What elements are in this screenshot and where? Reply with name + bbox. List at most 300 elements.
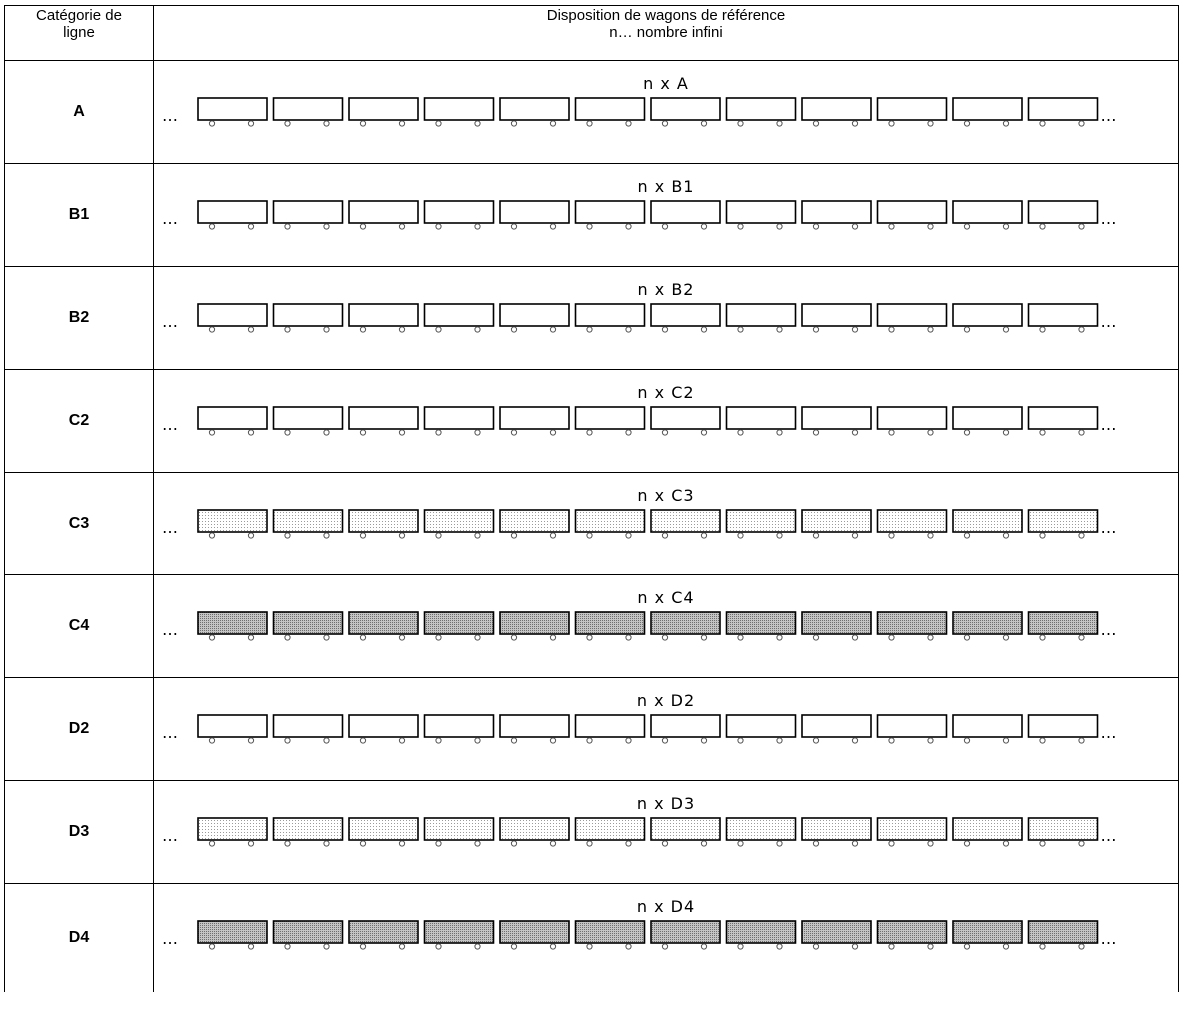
wagon — [878, 407, 947, 435]
wheel — [399, 635, 404, 640]
wheel — [209, 841, 214, 846]
table-row — [5, 678, 1179, 781]
wheel — [1079, 635, 1084, 640]
wheel — [511, 738, 516, 743]
wagon — [727, 818, 796, 846]
wheel — [360, 635, 365, 640]
wheel — [662, 430, 667, 435]
line-category-cell: B1 — [5, 164, 154, 267]
header-line-category — [5, 6, 154, 61]
wheel — [285, 635, 290, 640]
wheel — [928, 841, 933, 846]
wheel — [436, 635, 441, 640]
wagon — [727, 612, 796, 640]
wheel — [889, 121, 894, 126]
wheel — [852, 430, 857, 435]
wagon-formula-label: n x B1 — [637, 177, 695, 196]
wheel — [324, 327, 329, 332]
wagon — [727, 201, 796, 229]
wheel — [587, 224, 592, 229]
wheel — [928, 944, 933, 949]
wheel — [852, 533, 857, 538]
wheel — [738, 841, 743, 846]
leading-ellipsis: … — [162, 106, 180, 125]
wheel — [701, 841, 706, 846]
wheel — [928, 327, 933, 332]
wheel — [550, 224, 555, 229]
wheel — [889, 738, 894, 743]
wheel — [587, 738, 592, 743]
wheel — [889, 635, 894, 640]
wheel — [587, 430, 592, 435]
wheel — [1003, 944, 1008, 949]
wagon — [727, 304, 796, 332]
wheel — [511, 944, 516, 949]
leading-ellipsis: … — [162, 620, 180, 639]
wagon-arrangement-cell — [154, 575, 1179, 678]
trailing-ellipsis: … — [1100, 415, 1119, 434]
wheel — [360, 121, 365, 126]
wheel — [777, 635, 782, 640]
wagon-train-diagram — [162, 919, 1167, 955]
wheel — [928, 635, 933, 640]
wheel — [1079, 533, 1084, 538]
wheel — [436, 944, 441, 949]
wheel — [209, 738, 214, 743]
header-line-category-line2: ligne — [63, 24, 95, 41]
wheel — [324, 841, 329, 846]
line-category-cell: D4 — [5, 884, 154, 992]
table-row — [5, 781, 1179, 884]
wheel — [777, 430, 782, 435]
wheel — [889, 841, 894, 846]
wheel — [701, 738, 706, 743]
wheel — [777, 841, 782, 846]
wheel — [324, 121, 329, 126]
wagon — [953, 407, 1022, 435]
wagon — [802, 715, 871, 743]
wheel — [928, 533, 933, 538]
wheel — [813, 738, 818, 743]
wheel — [285, 841, 290, 846]
wagon — [1029, 201, 1098, 229]
leading-ellipsis: … — [162, 518, 180, 537]
wheel — [285, 738, 290, 743]
wheel — [436, 121, 441, 126]
wheel — [738, 327, 743, 332]
wagon — [953, 510, 1022, 538]
wagon — [878, 304, 947, 332]
wagon-train-diagram — [162, 96, 1167, 132]
table-row — [5, 61, 1179, 164]
wheel — [475, 533, 480, 538]
wheel — [964, 224, 969, 229]
wheel — [701, 224, 706, 229]
header-wagon-arrangement-line2: n… nombre infini — [609, 24, 723, 41]
trailing-ellipsis: … — [1100, 620, 1119, 639]
wagon — [425, 201, 494, 229]
trailing-ellipsis: … — [1100, 929, 1119, 948]
wheel — [626, 635, 631, 640]
wagon — [274, 921, 343, 949]
wheel — [662, 944, 667, 949]
wagon — [349, 921, 418, 949]
wagon — [349, 304, 418, 332]
wheel — [626, 738, 631, 743]
wheel — [550, 738, 555, 743]
wheel — [399, 738, 404, 743]
wheel — [777, 327, 782, 332]
wheel — [360, 224, 365, 229]
wagon — [425, 510, 494, 538]
wagon — [349, 510, 418, 538]
wagon — [198, 304, 267, 332]
trailing-ellipsis: … — [1100, 518, 1119, 537]
wheel — [511, 121, 516, 126]
wheel — [550, 327, 555, 332]
wheel — [1003, 430, 1008, 435]
wheel — [928, 738, 933, 743]
wheel — [475, 224, 480, 229]
wagon — [727, 407, 796, 435]
wheel — [626, 944, 631, 949]
wheel — [964, 327, 969, 332]
wheel — [1003, 738, 1008, 743]
wagon — [198, 407, 267, 435]
wheel — [209, 327, 214, 332]
line-category-cell: C4 — [5, 575, 154, 678]
wheel — [626, 430, 631, 435]
trailing-ellipsis: … — [1100, 312, 1119, 331]
wheel — [360, 430, 365, 435]
wheel — [889, 944, 894, 949]
wagon — [878, 612, 947, 640]
wheel — [285, 121, 290, 126]
wagon — [1029, 510, 1098, 538]
wheel — [889, 327, 894, 332]
wheel — [550, 841, 555, 846]
wagon — [576, 201, 645, 229]
wheel — [324, 430, 329, 435]
wagon — [802, 304, 871, 332]
wagon — [878, 715, 947, 743]
wheel — [399, 430, 404, 435]
wheel — [813, 841, 818, 846]
wagon-train-diagram — [162, 302, 1167, 338]
wheel — [1003, 121, 1008, 126]
wheel — [587, 533, 592, 538]
wheel — [626, 841, 631, 846]
wheel — [285, 944, 290, 949]
wheel — [777, 738, 782, 743]
wheel — [475, 944, 480, 949]
wheel — [662, 121, 667, 126]
wagon — [1029, 304, 1098, 332]
wheel — [662, 841, 667, 846]
wheel — [587, 841, 592, 846]
wheel — [813, 635, 818, 640]
wheel — [587, 121, 592, 126]
wheel — [209, 121, 214, 126]
wagon — [802, 921, 871, 949]
wheel — [209, 224, 214, 229]
wagon — [953, 201, 1022, 229]
wheel — [587, 327, 592, 332]
wagon — [576, 407, 645, 435]
wheel — [964, 738, 969, 743]
wheel — [813, 327, 818, 332]
wheel — [1003, 327, 1008, 332]
wagon-formula-label: n x D2 — [636, 691, 696, 710]
wheel — [1040, 327, 1045, 332]
wheel — [928, 430, 933, 435]
line-category-cell: D2 — [5, 678, 154, 781]
wheel — [738, 224, 743, 229]
wheel — [626, 327, 631, 332]
wagon — [878, 921, 947, 949]
wagon — [651, 921, 720, 949]
wheel — [813, 121, 818, 126]
wheel — [285, 533, 290, 538]
wheel — [852, 738, 857, 743]
wheel — [399, 224, 404, 229]
wheel — [1040, 944, 1045, 949]
wheel — [928, 224, 933, 229]
wheel — [813, 944, 818, 949]
wheel — [360, 944, 365, 949]
wheel — [852, 944, 857, 949]
wagon — [802, 201, 871, 229]
wagon-formula-label: n x D3 — [636, 794, 696, 813]
wheel — [1040, 224, 1045, 229]
line-category-cell: D3 — [5, 781, 154, 884]
wheel — [626, 533, 631, 538]
wheel — [248, 841, 253, 846]
wheel — [1040, 738, 1045, 743]
wagon — [500, 98, 569, 126]
wagon-formula-label: n x C4 — [637, 588, 695, 607]
wheel — [324, 944, 329, 949]
leading-ellipsis: … — [162, 723, 180, 742]
wheel — [285, 430, 290, 435]
wheel — [964, 841, 969, 846]
table-row — [5, 164, 1179, 267]
wheel — [248, 121, 253, 126]
wheel — [813, 533, 818, 538]
wagon-formula-label: n x D4 — [636, 897, 696, 916]
line-category-cell: C2 — [5, 370, 154, 473]
wheel — [399, 944, 404, 949]
wheel — [399, 121, 404, 126]
line-category-cell: A — [5, 61, 154, 164]
wheel — [209, 430, 214, 435]
wheel — [399, 327, 404, 332]
wagon — [1029, 612, 1098, 640]
wheel — [662, 635, 667, 640]
wheel — [324, 224, 329, 229]
wheel — [662, 327, 667, 332]
wagon — [953, 921, 1022, 949]
wheel — [738, 944, 743, 949]
wheel — [248, 738, 253, 743]
wheel — [777, 224, 782, 229]
wagon-formula-label: n x B2 — [637, 280, 695, 299]
table-row — [5, 884, 1179, 992]
wheel — [701, 430, 706, 435]
wheel — [889, 533, 894, 538]
wheel — [701, 121, 706, 126]
wheel — [248, 944, 253, 949]
wagon — [349, 612, 418, 640]
leading-ellipsis: … — [162, 826, 180, 845]
wagon — [349, 715, 418, 743]
wheel — [587, 944, 592, 949]
wheel — [475, 635, 480, 640]
wheel — [511, 430, 516, 435]
wheel — [550, 121, 555, 126]
wheel — [662, 738, 667, 743]
wheel — [511, 533, 516, 538]
wagon — [274, 612, 343, 640]
wagon — [349, 201, 418, 229]
wagon — [576, 715, 645, 743]
wheel — [436, 841, 441, 846]
wagon — [274, 304, 343, 332]
wagon — [1029, 98, 1098, 126]
wagon — [425, 612, 494, 640]
wheel — [964, 944, 969, 949]
wheel — [324, 533, 329, 538]
wagon — [651, 201, 720, 229]
wagon — [953, 715, 1022, 743]
wheel — [1079, 841, 1084, 846]
wheel — [436, 533, 441, 538]
wagon — [802, 818, 871, 846]
wagon — [576, 921, 645, 949]
wheel — [475, 738, 480, 743]
wagon — [802, 98, 871, 126]
wheel — [209, 635, 214, 640]
wheel — [777, 944, 782, 949]
wagon — [425, 818, 494, 846]
wagon — [198, 510, 267, 538]
wagon — [500, 407, 569, 435]
wagon — [500, 304, 569, 332]
wheel — [209, 944, 214, 949]
wheel — [738, 738, 743, 743]
wheel — [1079, 738, 1084, 743]
wagon — [274, 715, 343, 743]
wagon-arrangement-cell — [154, 781, 1179, 884]
wagon — [349, 407, 418, 435]
line-category-cell: B2 — [5, 267, 154, 370]
wheel — [360, 533, 365, 538]
wheel — [1079, 121, 1084, 126]
wheel — [662, 533, 667, 538]
wagon — [651, 98, 720, 126]
wheel — [550, 944, 555, 949]
wagon — [878, 201, 947, 229]
wagon — [576, 818, 645, 846]
wheel — [813, 430, 818, 435]
wagon — [198, 715, 267, 743]
header-wagon-arrangement — [154, 6, 1179, 61]
wheel — [701, 635, 706, 640]
wheel — [324, 635, 329, 640]
wagon — [802, 407, 871, 435]
wheel — [1040, 430, 1045, 435]
wheel — [964, 533, 969, 538]
wheel — [248, 327, 253, 332]
wagon — [500, 715, 569, 743]
wagon — [500, 612, 569, 640]
wagon — [802, 612, 871, 640]
wheel — [1003, 635, 1008, 640]
wheel — [626, 121, 631, 126]
wheel — [475, 327, 480, 332]
wagon — [349, 98, 418, 126]
wheel — [399, 533, 404, 538]
wagon-train-diagram — [162, 713, 1167, 749]
wagon-train-diagram — [162, 199, 1167, 235]
wagon — [425, 921, 494, 949]
wagon — [425, 304, 494, 332]
trailing-ellipsis: … — [1100, 106, 1119, 125]
wagon — [576, 612, 645, 640]
table-row — [5, 473, 1179, 575]
wheel — [738, 121, 743, 126]
wagon — [727, 715, 796, 743]
wagon — [953, 612, 1022, 640]
wheel — [777, 533, 782, 538]
wagon — [500, 921, 569, 949]
trailing-ellipsis: … — [1100, 723, 1119, 742]
wheel — [889, 224, 894, 229]
leading-ellipsis: … — [162, 312, 180, 331]
wagon-formula-label: n x A — [643, 74, 689, 93]
wagon — [953, 98, 1022, 126]
wheel — [852, 635, 857, 640]
wheel — [701, 533, 706, 538]
wagon-arrangement-cell — [154, 370, 1179, 473]
wheel — [475, 121, 480, 126]
wheel — [285, 224, 290, 229]
wagon — [500, 510, 569, 538]
wheel — [777, 121, 782, 126]
table-row — [5, 267, 1179, 370]
wagon — [651, 818, 720, 846]
wheel — [360, 841, 365, 846]
header-wagon-arrangement-line1: Disposition de wagons de référence — [546, 7, 786, 24]
wheel — [550, 635, 555, 640]
wheel — [511, 841, 516, 846]
wagon — [500, 201, 569, 229]
wagon — [349, 818, 418, 846]
leading-ellipsis: … — [162, 209, 180, 228]
wheel — [587, 635, 592, 640]
wheel — [1040, 635, 1045, 640]
header-row — [5, 6, 1179, 61]
wheel — [285, 327, 290, 332]
wagon — [651, 715, 720, 743]
wheel — [852, 327, 857, 332]
wagon-train-diagram — [162, 508, 1167, 544]
wheel — [248, 635, 253, 640]
wagon-arrangement-cell — [154, 884, 1179, 992]
wheel — [550, 430, 555, 435]
wheel — [852, 841, 857, 846]
wheel — [436, 327, 441, 332]
